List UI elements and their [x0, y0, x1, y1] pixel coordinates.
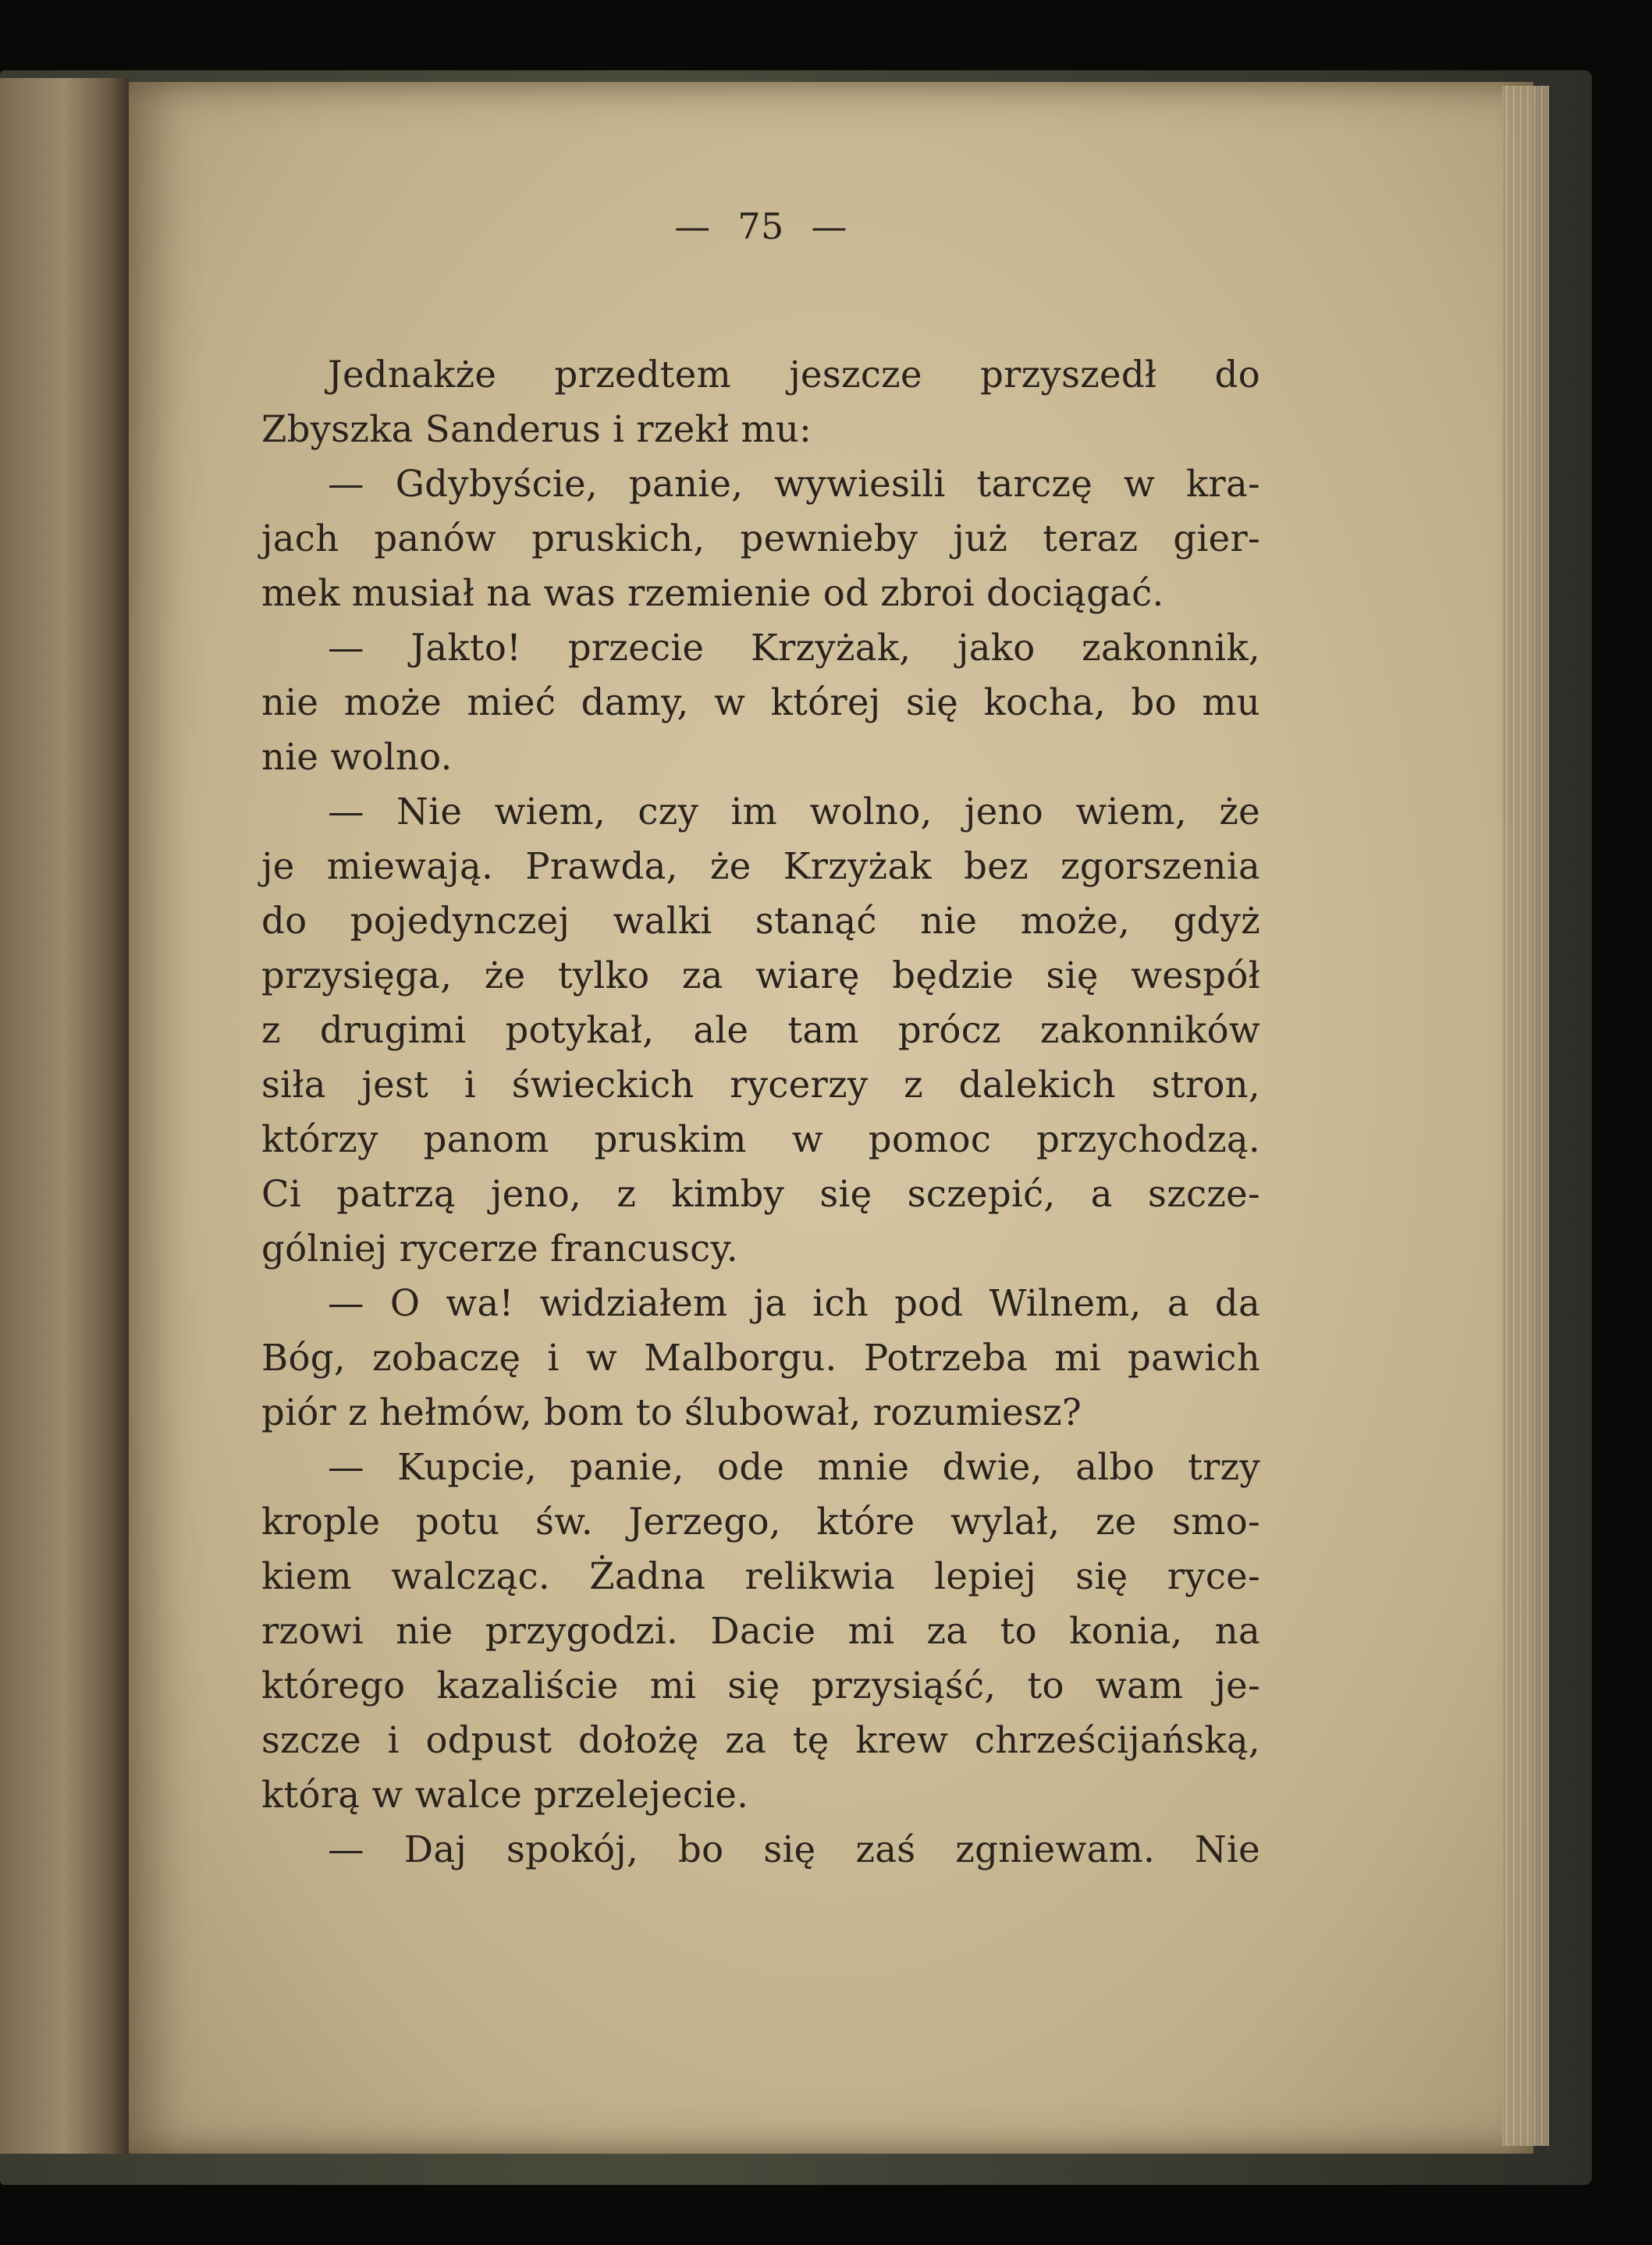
text-line: — Gdybyście, panie, wywiesili tarczę w kra- — [328, 463, 1260, 505]
text-line: nie wolno. — [261, 736, 453, 778]
text-line: którego kazaliście mi się przysiąść, to wam je- — [261, 1664, 1260, 1707]
text-line: którzy panom pruskim w pomoc przychodzą. — [261, 1118, 1260, 1160]
text-line: szcze i odpust dołożę za tę krew chrześcijańską, — [261, 1719, 1260, 1761]
text-line: — Nie wiem, czy im wolno, jeno wiem, że — [328, 790, 1260, 833]
text-line: je miewają. Prawda, że Krzyżak bez zgorszenia — [261, 845, 1260, 887]
text-line: gólniej rycerze francuscy. — [261, 1227, 738, 1270]
text-line: — Daj spokój, bo się zaś zgniewam. Nie — [328, 1828, 1260, 1870]
text-line: z drugimi potykał, ale tam prócz zakonników — [261, 1009, 1260, 1051]
text-line: nie może mieć damy, w której się kocha, bo mu — [261, 681, 1260, 723]
text-line: — Jakto! przecie Krzyżak, jako zakonnik, — [328, 627, 1260, 669]
page-number: — 75 — — [674, 205, 847, 247]
text-line: mek musiał na was rzemienie od zbroi dociągać. — [261, 572, 1164, 614]
text-line: krople potu św. Jerzego, które wylał, ze smo- — [261, 1501, 1260, 1543]
text-line: — Kupcie, panie, ode mnie dwie, albo trzy — [328, 1446, 1260, 1488]
text-line: rzowi nie przygodzi. Dacie mi za to konia, na — [261, 1610, 1260, 1652]
text-line: kiem walcząc. Żadna relikwia lepiej się ryce- — [261, 1555, 1260, 1597]
text-line: Ci patrzą jeno, z kimby się sczepić, a szcze- — [261, 1173, 1260, 1215]
text-line: do pojedynczej walki stanąć nie może, gdyż — [261, 900, 1260, 942]
text-line: Jednakże przedtem jeszcze przyszedł do — [328, 353, 1260, 396]
text-line: siła jest i świeckich rycerzy z dalekich stron, — [261, 1064, 1260, 1106]
left-page-edge — [0, 78, 129, 2154]
text-line: Bóg, zobaczę i w Malborgu. Potrzeba mi pawich — [261, 1337, 1260, 1379]
text-line: piór z hełmów, bom to ślubował, rozumiesz? — [261, 1391, 1082, 1433]
page-stack-edge — [1502, 86, 1549, 2146]
page-text-block — [261, 199, 1260, 1877]
body-text — [261, 347, 1260, 1877]
text-line: jach panów pruskich, pewnieby już teraz gier- — [261, 517, 1260, 559]
text-line: przysięga, że tylko za wiarę będzie się wespół — [261, 954, 1260, 996]
text-line: — O wa! widziałem ja ich pod Wilnem, a da — [328, 1282, 1260, 1324]
text-line: którą w walce przelejecie. — [261, 1774, 749, 1816]
text-line: Zbyszka Sanderus i rzekł mu: — [261, 408, 812, 450]
